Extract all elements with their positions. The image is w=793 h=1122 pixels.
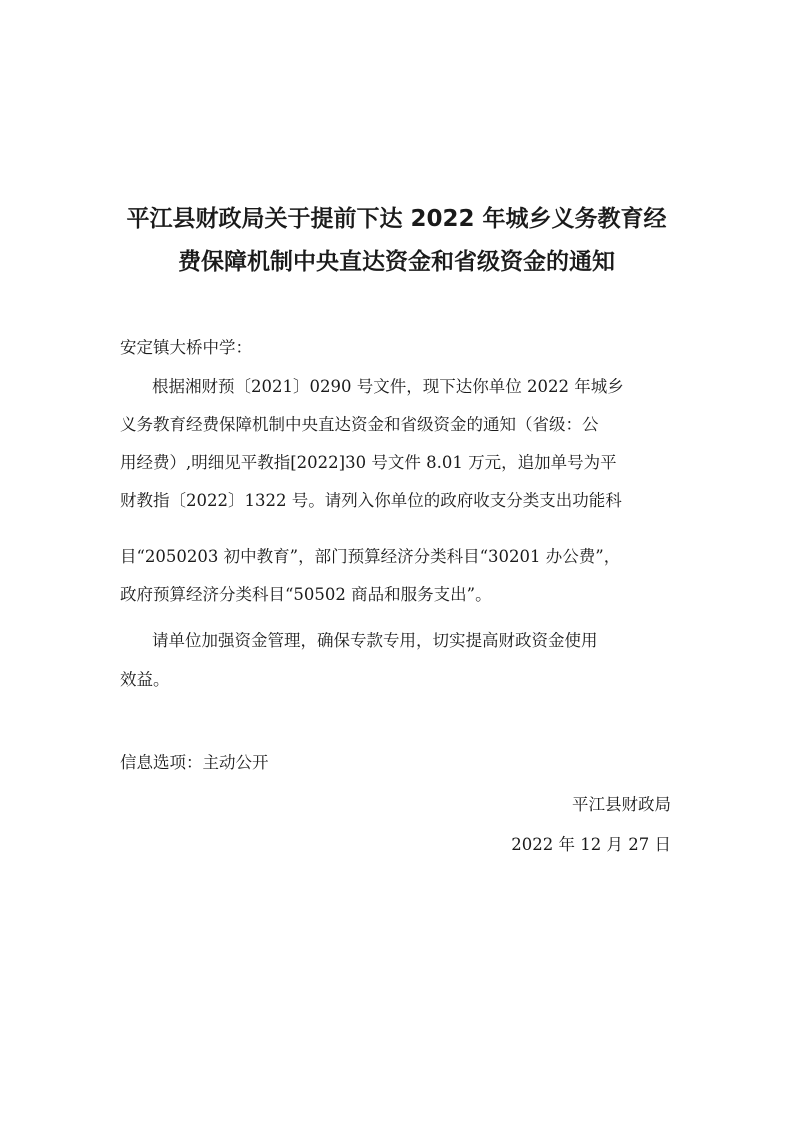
paragraph-1-line-5: 目“2050203 初中教育”，部门预算经济分类科目“30201 办公费”， bbox=[120, 547, 621, 566]
document-title-line-1: 平江县财政局关于提前下达 2022 年城乡义务教育经 bbox=[126, 206, 667, 232]
paragraph-1-line-2: 义务教育经费保障机制中央直达资金和省级资金的通知（省级：公 bbox=[120, 415, 599, 434]
salutation: 安定镇大桥中学： bbox=[120, 338, 252, 357]
paragraph-2-line-2: 效益。 bbox=[120, 670, 170, 689]
paragraph-1-line-3: 用经费）,明细见平教指[2022]30 号文件 8.01 万元，追加单号为平 bbox=[120, 453, 617, 472]
document-title-line-2: 费保障机制中央直达资金和省级资金的通知 bbox=[178, 249, 615, 275]
paragraph-1-line-1: 根据湘财预〔2021〕0290 号文件，现下达你单位 2022 年城乡 bbox=[152, 377, 624, 396]
issuer-name: 平江县财政局 bbox=[572, 795, 671, 814]
paragraph-2-line-1: 请单位加强资金管理，确保专款专用，切实提高财政资金使用 bbox=[152, 631, 598, 650]
disclosure-option: 信息选项：主动公开 bbox=[120, 753, 269, 772]
paragraph-1-line-4: 财教指〔2022〕1322 号。请列入你单位的政府收支分类支出功能科 bbox=[120, 491, 622, 510]
issue-date: 2022 年 12 月 27 日 bbox=[511, 835, 671, 854]
paragraph-1-line-6: 政府预算经济分类科目“50502 商品和服务支出”。 bbox=[120, 585, 492, 604]
